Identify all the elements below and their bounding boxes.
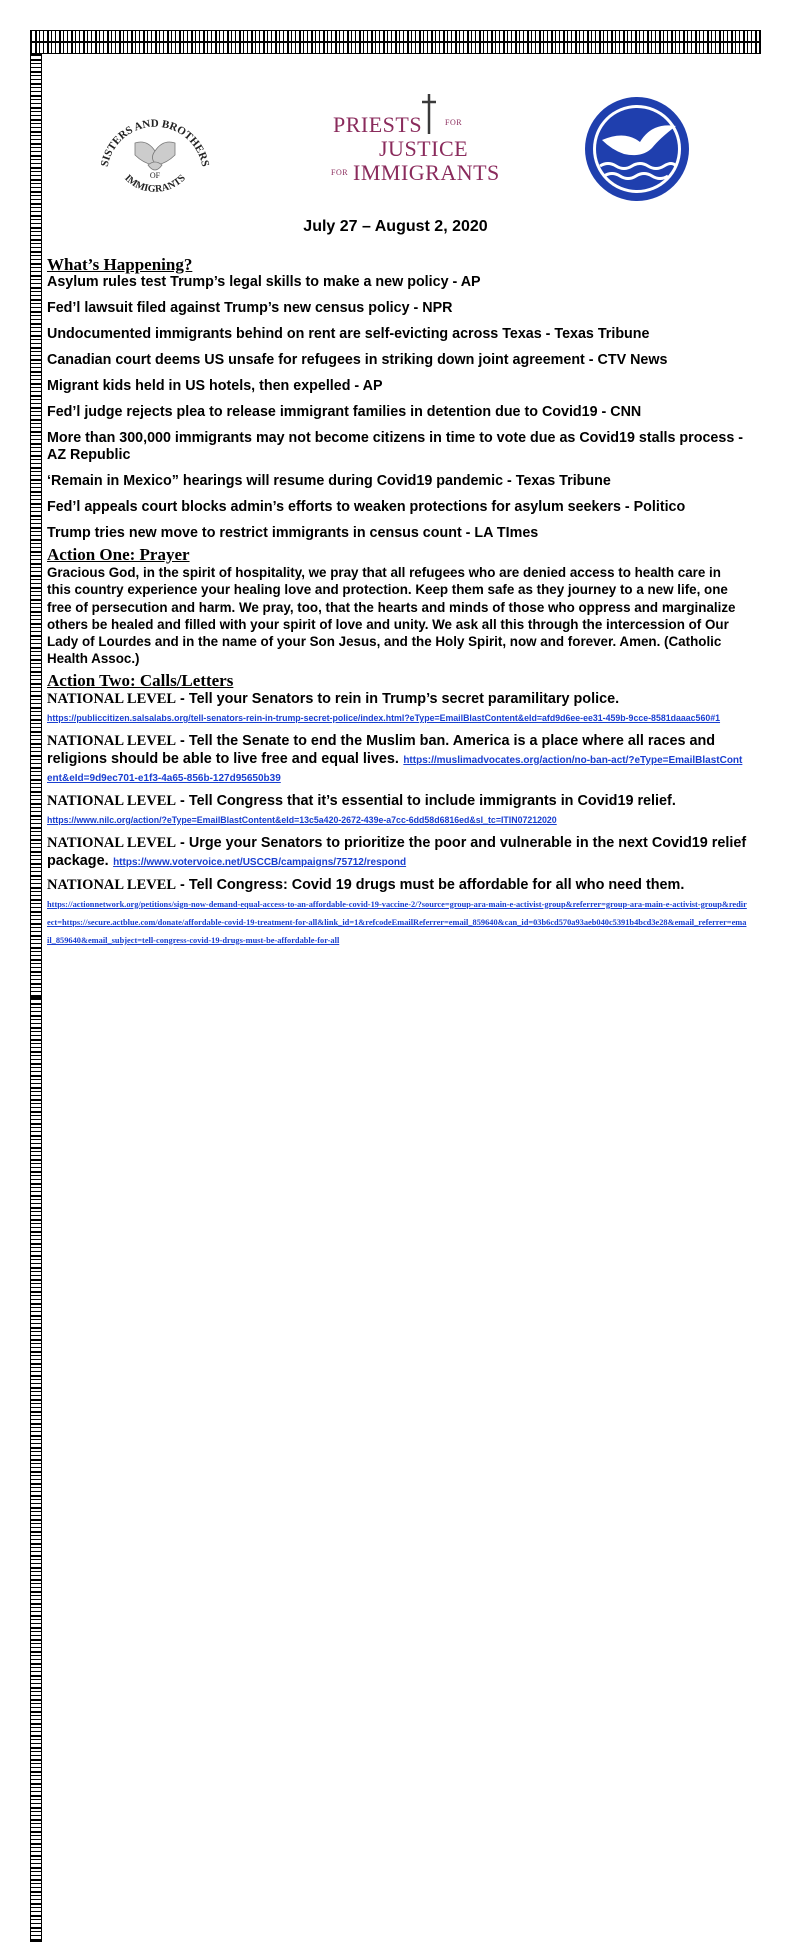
news-item[interactable]: Trump tries new move to restrict immigrants in census count - LA TImes: [47, 525, 539, 541]
whats-happening-heading: What’s Happening?: [47, 255, 193, 274]
call-level: NATIONAL LEVEL: [47, 834, 177, 851]
call-level: NATIONAL LEVEL: [47, 732, 177, 749]
call-text: - Tell the Senate to end the Muslim ban. America is a place where all races and religions should be able to live free and equal lives.: [47, 732, 716, 767]
news-item[interactable]: Migrant kids held in US hotels, then expelled - AP: [47, 378, 383, 394]
call-text: - Tell your Senators to rein in Trump’s secret paramilitary police.: [176, 690, 620, 707]
call-text: - Tell Congress: Covid 19 drugs must be affordable for all who need them.: [176, 876, 685, 893]
svg-text:IMMIGRANTS: IMMIGRANTS: [122, 172, 188, 195]
news-item[interactable]: More than 300,000 immigrants may not become citizens in time to vote due as Covid19 stalls process - AZ Republic: [47, 430, 744, 463]
logo-for-text-1: FOR: [445, 118, 463, 127]
news-list: [47, 274, 747, 542]
action-two-heading: Action Two: Calls/Letters: [47, 670, 234, 690]
call-item-5: [47, 876, 747, 948]
logo-priests-text: PRIESTS: [333, 112, 423, 137]
action-one-heading: Action One: Prayer: [47, 545, 190, 564]
dove-logo: [580, 92, 695, 207]
call-link[interactable]: https://muslimadvocates.org/action/no-ban-act/?eType=EmailBlastContent&eId=9d9ec701-e1f3-4a65-856b-127d95650b39: [47, 754, 743, 784]
call-level: NATIONAL LEVEL: [47, 876, 177, 893]
news-item[interactable]: Fed’l lawsuit filed against Trump’s new census policy - NPR: [47, 300, 453, 316]
border-top: [30, 30, 761, 42]
logo-immigrants-text: IMMIGRANTS: [353, 160, 500, 185]
priests-for-justice-logo: [313, 88, 500, 188]
svg-text:SISTERS AND BROTHERS: SISTERS AND BROTHERS: [98, 117, 212, 168]
news-item[interactable]: Fed’l judge rejects plea to release immigrant families in detention due to Covid19 - CNN: [47, 404, 642, 420]
border-bottom: [30, 42, 761, 54]
call-item-4: [47, 834, 747, 870]
call-link[interactable]: https://www.nilc.org/action/?eType=EmailBlastContent&eId=13c5a420-2672-439e-a7cc-6dd58d6816ed&sl_tc=ITIN07212020: [47, 814, 557, 825]
news-item[interactable]: Canadian court deems US unsafe for refugees in striking down joint agreement - CTV News: [47, 352, 668, 368]
news-item[interactable]: Fed’l appeals court blocks admin’s efforts to weaken protections for asylum seekers - Politico: [47, 499, 686, 515]
call-item-3: [47, 792, 747, 828]
news-item[interactable]: Undocumented immigrants behind on rent are self-evicting across Texas - Texas Tribune: [47, 326, 650, 342]
news-item[interactable]: Asylum rules test Trump’s legal skills to make a new policy - AP: [47, 274, 481, 290]
main-content: [47, 256, 747, 954]
date-heading: July 27 – August 2, 2020: [303, 218, 488, 235]
call-item-2: [47, 732, 747, 786]
call-link[interactable]: https://actionnetwork.org/petitions/sign-now-demand-equal-access-to-an-affordable-covid-19-vaccine-2/?source=group-ara-main-e-activist-group&referrer=group-ara-main-e-activist-group&redirect=https://secure.actblue.com/donate/affordable-covid-19-treatment-for-all&link_id=1&refcodeEmailReferrer=email_859640&can_id=03b6cd570a93aeb040c5391b4bcd3e28&email_referrer=email_859640&email_subject=tell-congress-covid-19-drugs-must-be-affordable-for-all: [47, 899, 747, 945]
sisters-brothers-logo: [90, 95, 220, 210]
call-item-1: [47, 690, 747, 726]
call-text: - Urge your Senators to prioritize the poor and vulnerable in the next Covid19 relief package.: [47, 834, 747, 869]
news-item[interactable]: ‘Remain in Mexico” hearings will resume during Covid19 pandemic - Texas Tribune: [47, 473, 611, 489]
call-level: NATIONAL LEVEL: [47, 690, 177, 707]
call-link[interactable]: https://publiccitizen.salsalabs.org/tell-senators-rein-in-trump-secret-police/index.html?eType=EmailBlastContent&eId=afd9d6ee-ee31-459b-9cce-8581daaac560#1: [47, 712, 721, 723]
call-link[interactable]: https://www.votervoice.net/USCCB/campaigns/75712/respond: [113, 856, 407, 868]
border-right: [30, 998, 42, 1942]
svg-text:OF: OF: [149, 171, 161, 180]
call-text: - Tell Congress that it’s essential to include immigrants in Covid19 relief.: [176, 792, 676, 809]
border-left: [30, 54, 42, 998]
call-level: NATIONAL LEVEL: [47, 792, 177, 809]
prayer-text: Gracious God, in the spirit of hospitality, we pray that all refugees who are denied access to health care in this country experience your healing love and protection. Keep them safe as they journey to a new life, one free of persecution and harm. We pray, too, that the hearts and minds of those who oppress and marginalize others be healed and filled with your spirit of love and unity. We ask all this through the intercession of Our Lady of Lourdes and in the name of your Son Jesus, and the Holy Spirit, now and forever. Amen. (Catholic Health Assoc.): [47, 565, 736, 667]
logo-justice-text: JUSTICE: [379, 136, 469, 161]
logo-for-text-2: FOR: [331, 168, 349, 177]
